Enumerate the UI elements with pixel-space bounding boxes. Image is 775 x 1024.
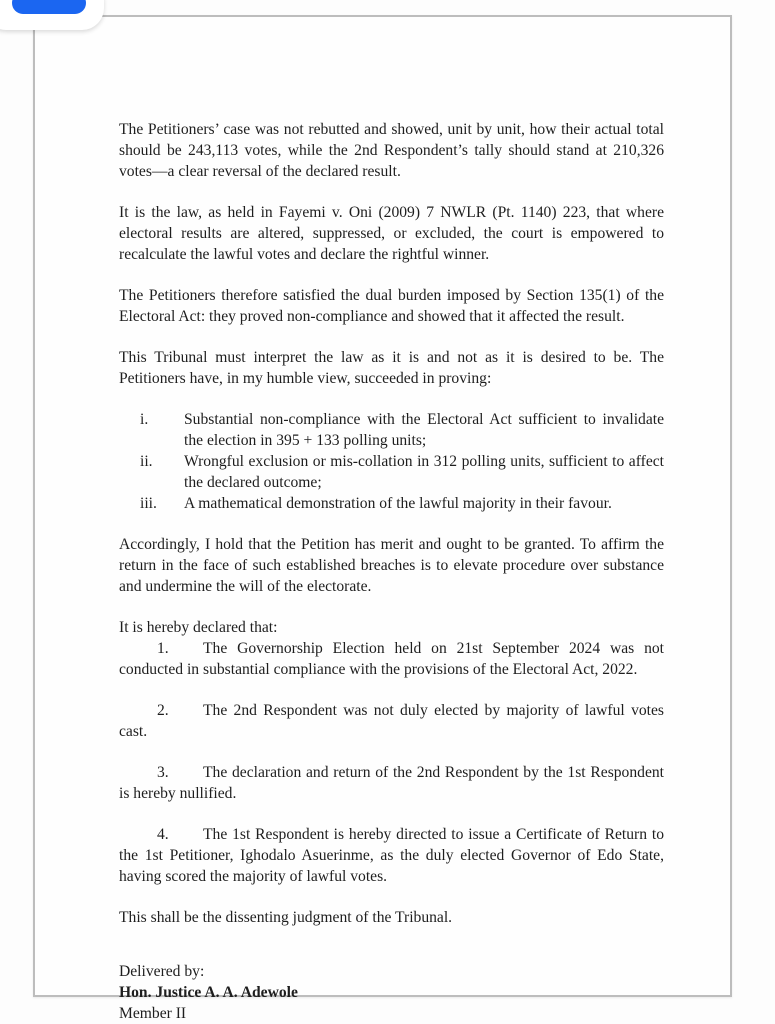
declaration-number: 4.: [157, 826, 169, 843]
paragraph-dual-burden: The Petitioners therefore satisfied the dual burden imposed by Section 135(1) of the Electoral Act: they proved non-compliance and showed that it affected the result.: [119, 287, 664, 325]
signature-block: [119, 961, 664, 1024]
declaration-1: [119, 638, 664, 680]
paragraph-petitioners-case: The Petitioners’ case was not rebutted and showed, unit by unit, how their actual total should be 243,113 votes, while the 2nd Respondent’s tally should stand at 210,326 votes—a clear reversal of the declared result.: [119, 121, 664, 180]
document-body: [119, 119, 664, 1024]
declaration-text: The Governorship Election held on 21st September 2024 was not conducted in substantial compliance with the provisions of the Electoral Act, 2022.: [119, 640, 664, 678]
list-marker: i.: [140, 411, 149, 428]
declaration-intro: It is hereby declared that:: [119, 619, 278, 636]
declaration-3: [119, 762, 664, 804]
document-page: [33, 15, 732, 1022]
closing-statement: This shall be the dissenting judgment of the Tribunal.: [119, 909, 453, 926]
declaration-2: [119, 700, 664, 742]
roman-numeral-list: [119, 409, 664, 514]
declaration-number: 3.: [157, 764, 169, 781]
list-item: [119, 493, 664, 514]
list-item-text: Substantial non-compliance with the Electoral Act sufficient to invalidate the election in 395 + 133 polling units;: [184, 411, 664, 449]
paragraph-accordingly: Accordingly, I hold that the Petition has merit and ought to be granted. To affirm the return in the face of such established breaches is to elevate procedure over substance and undermine the will of the electorate.: [119, 536, 664, 595]
declaration-text: The declaration and return of the 2nd Respondent by the 1st Respondent is hereby nullified.: [119, 764, 664, 802]
paragraph-fayemi-v-oni: It is the law, as held in Fayemi v. Oni (2009) 7 NWLR (Pt. 1140) 223, that where electoral results are altered, suppressed, or excluded, the court is empowered to recalculate the lawful votes and declare the rightful winner.: [119, 204, 664, 263]
list-item-text: A mathematical demonstration of the lawful majority in their favour.: [184, 495, 612, 512]
list-marker: ii.: [140, 453, 153, 470]
declaration-number: 1.: [157, 640, 169, 657]
judge-name: Hon. Justice A. A. Adewole: [119, 984, 298, 1001]
declaration-4: [119, 824, 664, 887]
judge-role: Member II: [119, 1005, 187, 1022]
declaration-text: The 2nd Respondent was not duly elected by majority of lawful votes cast.: [119, 702, 664, 740]
blue-pill-button[interactable]: [12, 0, 86, 14]
list-item-text: Wrongful exclusion or mis-collation in 312 polling units, sufficient to affect the declared outcome;: [184, 453, 664, 491]
list-item: [119, 451, 664, 493]
list-marker: iii.: [140, 495, 157, 512]
paragraph-tribunal-interpret: This Tribunal must interpret the law as it is and not as it is desired to be. The Petitioners have, in my humble view, succeeded in proving:: [119, 349, 664, 387]
declaration-number: 2.: [157, 702, 169, 719]
delivered-by-label: Delivered by:: [119, 963, 205, 980]
declaration-text: The 1st Respondent is hereby directed to issue a Certificate of Return to the 1st Petitioner, Ighodalo Asuerinme, as the duly elected Governor of Edo State, having scored the majority of lawful votes.: [119, 826, 664, 885]
list-item: [119, 409, 664, 451]
